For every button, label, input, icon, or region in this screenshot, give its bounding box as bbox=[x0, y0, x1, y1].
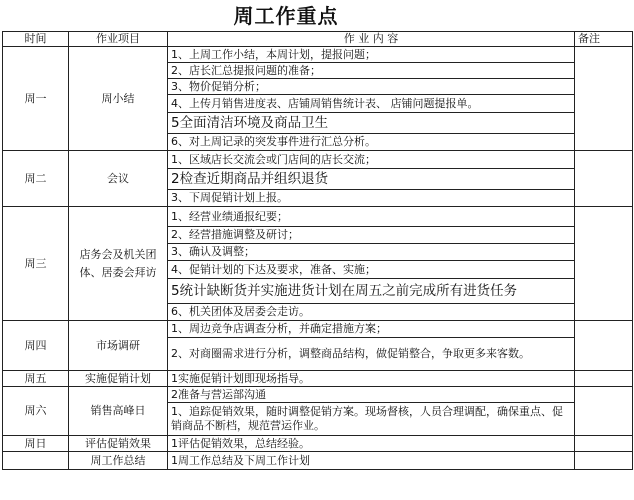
content-item: 1、上周工作小结，本周计划，提报问题； bbox=[168, 47, 575, 63]
table-row bbox=[3, 371, 633, 387]
project-cell: 实施促销计划 bbox=[69, 371, 168, 387]
content-item: 5全面清洁环境及商品卫生 bbox=[168, 113, 575, 134]
content-item: 3、确认及调整； bbox=[168, 244, 575, 261]
content-item: 2准备与营运部沟通 bbox=[168, 387, 575, 403]
content-item: 2检查近期商品并组织退货 bbox=[168, 169, 575, 190]
content-item: 4、促销计划的下达及要求，准备、实施； bbox=[168, 261, 575, 279]
content-item: 2、对商圈需求进行分析，调整商品结构，做促销整合，争取更多来客数。 bbox=[168, 338, 575, 371]
content-item: 1、追踪促销效果，随时调整促销方案。现场督核，人员合理调配，确保重点、促销商品不断档，规范营运作业。 bbox=[168, 403, 575, 436]
content-item: 2、经营措施调整及研讨； bbox=[168, 227, 575, 244]
note-cell bbox=[575, 151, 633, 207]
note-cell bbox=[575, 321, 633, 371]
schedule-table bbox=[2, 31, 633, 470]
day-cell: 周一 bbox=[3, 47, 69, 151]
day-cell: 周四 bbox=[3, 321, 69, 371]
day-cell: 周六 bbox=[3, 387, 69, 436]
note-cell bbox=[575, 387, 633, 436]
content-item: 1、周边竞争店调查分析，并确定措施方案； bbox=[168, 321, 575, 338]
content-item: 3、下周促销计划上报。 bbox=[168, 190, 575, 207]
project-cell: 市场调研 bbox=[69, 321, 168, 371]
project-cell: 会议 bbox=[69, 151, 168, 207]
page-title: 周工作重点 bbox=[233, 4, 339, 28]
note-cell bbox=[575, 47, 633, 151]
day-cell bbox=[3, 452, 69, 470]
table-row bbox=[3, 321, 633, 338]
day-cell: 周五 bbox=[3, 371, 69, 387]
header-note: 备注 bbox=[575, 32, 633, 47]
note-cell bbox=[575, 207, 633, 321]
note-cell bbox=[575, 371, 633, 387]
header-content: 作 业 内 容 bbox=[168, 32, 575, 47]
content-item: 5统计缺断货并实施进货计划在周五之前完成所有进货任务 bbox=[168, 279, 575, 304]
day-cell: 周三 bbox=[3, 207, 69, 321]
table-row bbox=[3, 151, 633, 169]
project-cell: 销售高峰日 bbox=[69, 387, 168, 436]
content-item: 1周工作总结及下周工作计划 bbox=[168, 452, 575, 470]
project-cell: 评估促销效果 bbox=[69, 436, 168, 452]
note-cell bbox=[575, 452, 633, 470]
header-project: 作业项目 bbox=[69, 32, 168, 47]
project-cell: 周工作总结 bbox=[69, 452, 168, 470]
note-cell bbox=[575, 436, 633, 452]
project-cell: 店务会及机关团体、居委会拜访 bbox=[69, 207, 168, 321]
content-item: 2、店长汇总提报问题的准备； bbox=[168, 63, 575, 79]
content-item: 1实施促销计划即现场指导。 bbox=[168, 371, 575, 387]
header-row bbox=[3, 32, 633, 47]
table-row bbox=[3, 452, 633, 470]
content-item: 6、对上周记录的突发事件进行汇总分析。 bbox=[168, 134, 575, 151]
table-row bbox=[3, 387, 633, 403]
table-row bbox=[3, 47, 633, 63]
table-row bbox=[3, 207, 633, 227]
content-item: 3、物价促销分析； bbox=[168, 79, 575, 95]
project-cell: 周小结 bbox=[69, 47, 168, 151]
day-cell: 周二 bbox=[3, 151, 69, 207]
content-item: 1评估促销效果，总结经验。 bbox=[168, 436, 575, 452]
day-cell: 周日 bbox=[3, 436, 69, 452]
content-item: 4、上传月销售进度表、店铺周销售统计表、 店铺问题提报单。 bbox=[168, 95, 575, 113]
content-item: 1、区域店长交流会或门店间的店长交流； bbox=[168, 151, 575, 169]
table-row bbox=[3, 436, 633, 452]
header-time: 时间 bbox=[3, 32, 69, 47]
content-item: 6、机关团体及居委会走访。 bbox=[168, 304, 575, 321]
content-item: 1、经营业绩通报纪要； bbox=[168, 207, 575, 227]
